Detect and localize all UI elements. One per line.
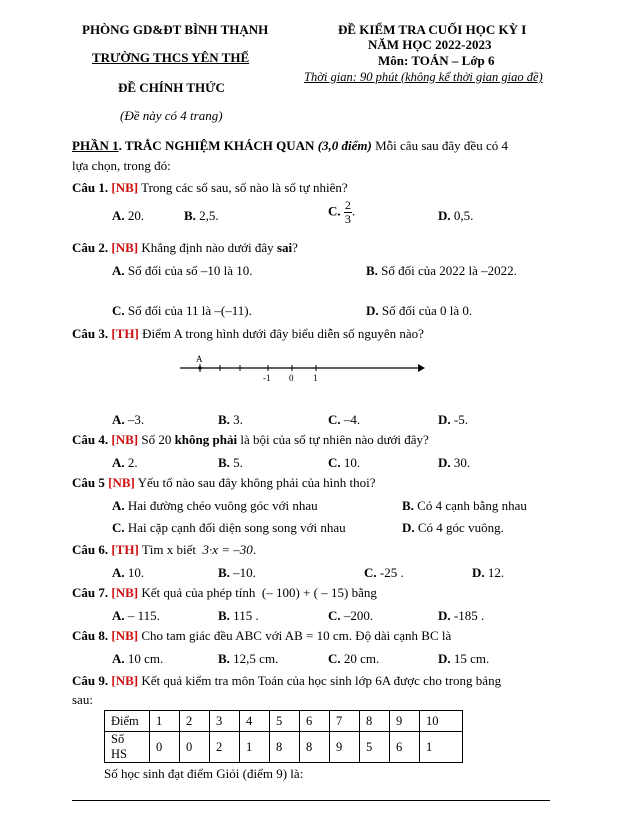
q6-option-b: B. –10. (218, 565, 256, 580)
question-text: Khẳng định nào dưới đây (141, 240, 274, 255)
table-cell: 5 (360, 732, 390, 763)
department-name: PHÒNG GD&ĐT BÌNH THẠNH (82, 22, 269, 37)
table-cell: 1 (150, 711, 180, 732)
tick-label-1: 1 (313, 373, 318, 383)
q2-option-d: D. Số đối của 0 là 0. (366, 303, 473, 318)
table-row-label: Số HS (105, 732, 150, 763)
question-7: Câu 7. [NB] Kết quả của phép tính (– 100) + ( – 15) bằng (72, 585, 377, 600)
table-cell: 2 (180, 711, 210, 732)
expression: (– 100) + ( – 15) (261, 585, 349, 600)
table-cell: 0 (180, 732, 210, 763)
question-label: Câu 8. (72, 628, 109, 643)
q4-option-c: C. 10. (328, 455, 361, 470)
level-tag: [NB] (111, 585, 139, 600)
table-row (105, 711, 463, 732)
pages-note: (Đề này có 4 trang) (120, 108, 223, 123)
question-label: Câu 1. (72, 180, 109, 195)
part1-heading (72, 138, 508, 154)
level-tag: [NB] (111, 628, 139, 643)
question-label: Câu 4. (72, 432, 109, 447)
q5-option-c: C. Hai cặp cạnh đối diện song song với nhau (112, 520, 346, 535)
tick-label-0: 0 (289, 373, 294, 383)
table-row-label: Điểm (105, 711, 150, 732)
level-tag: [NB] (108, 475, 135, 490)
q6-option-c: C. -25 . (364, 565, 404, 580)
q4-option-a: A. 2. (112, 455, 138, 470)
q2-option-b: B. Số đối của 2022 là –2022. (366, 263, 517, 278)
q2-option-c: C. Số đối của 11 là –(–11). (112, 303, 252, 318)
tick-label-minus-1: -1 (263, 373, 271, 383)
page-bottom-divider (72, 800, 550, 801)
question-9 (72, 673, 501, 689)
point-a-label: A (196, 354, 203, 364)
school-year: NĂM HỌC 2022-2023 (368, 37, 492, 52)
table-cell: 9 (330, 732, 360, 763)
level-tag: [TH] (111, 326, 139, 341)
question-6: Câu 6. [TH] Tìm x biết 3·x = –30. (72, 542, 257, 557)
table-cell: 2 (210, 732, 240, 763)
q8-option-c: C. 20 cm. (328, 651, 380, 666)
level-tag: [NB] (111, 180, 139, 195)
q5-option-b: B. Có 4 cạnh bằng nhau (402, 498, 527, 513)
q1-option-d: D. 0,5. (438, 208, 474, 223)
number-line (176, 352, 426, 386)
q5-option-a: A. Hai đường chéo vuông góc với nhau (112, 498, 318, 513)
q6-option-d: D. 12. (472, 565, 505, 580)
question-text: Cho tam giác đều ABC với AB = 10 cm. Độ dài cạnh BC là (141, 628, 452, 643)
question-4: Câu 4. [NB] Số 20 không phải là bội của số tự nhiên nào dưới đây? (72, 432, 429, 447)
question-label: Câu 7. (72, 585, 109, 600)
table-cell: 7 (330, 711, 360, 732)
q7-option-a: A. – 115. (112, 608, 160, 623)
table-cell: 1 (240, 732, 270, 763)
question-label: Câu 6. (72, 542, 109, 557)
level-tag: [NB] (111, 673, 139, 688)
q8-option-b: B. 12,5 cm. (218, 651, 279, 666)
question-label: Câu 5 (72, 475, 105, 490)
question-text: Yếu tố nào sau đây không phải của hình thoi? (137, 475, 376, 490)
q3-option-d: D. -5. (438, 412, 468, 427)
table-cell: 5 (270, 711, 300, 732)
question-label: Câu 2. (72, 240, 109, 255)
table-cell: 10 (420, 711, 463, 732)
school-name: TRƯỜNG THCS YÊN THẾ (92, 50, 250, 65)
q6-option-a: A. 10. (112, 565, 145, 580)
level-tag: [NB] (111, 432, 139, 447)
part1-title: PHẦN 1 (72, 138, 119, 153)
table-cell: 6 (390, 732, 420, 763)
part1-points: (3,0 điểm) (317, 138, 372, 153)
table-cell: 8 (270, 732, 300, 763)
subject: Môn: TOÁN – Lớp 6 (378, 53, 495, 68)
q7-option-c: C. –200. (328, 608, 374, 623)
question-label: Câu 3. (72, 326, 109, 341)
table-cell: 8 (360, 711, 390, 732)
q4-option-d: D. 30. (438, 455, 471, 470)
q4-option-b: B. 5. (218, 455, 243, 470)
fraction: $\frac{2}{3}$ (344, 198, 351, 226)
q5-option-d: D. Có 4 góc vuông. (402, 520, 504, 535)
question-1 (72, 180, 348, 196)
q1-option-a: A. 20. (112, 208, 145, 223)
question-text: Kết quả kiểm tra môn Toán của học sinh lớp 6A được cho trong bảng (141, 673, 502, 688)
q7-option-d: D. -185 . (438, 608, 485, 623)
q8-option-a: A. 10 cm. (112, 651, 164, 666)
score-table (104, 710, 463, 763)
table-cell: 3 (210, 711, 240, 732)
q3-option-a: A. –3. (112, 412, 145, 427)
part1-instruction: Mỗi câu sau đây đều có 4 (375, 138, 508, 153)
point-a-marker (198, 366, 202, 370)
part1-title-rest: . TRẮC NGHIỆM KHÁCH QUAN (118, 138, 315, 153)
table-cell: 0 (150, 732, 180, 763)
equation: 3·x = –30 (202, 542, 253, 557)
question-text: Điểm A trong hình dưới đây biểu diễn số nguyên nào? (142, 326, 424, 341)
exam-title: ĐỀ KIỂM TRA CUỐI HỌC KỲ I (338, 22, 527, 37)
question-8 (72, 628, 451, 644)
exam-time: Thời gian: 90 phút (không kể thời gian giao đề) (304, 70, 543, 84)
q3-option-c: C. –4. (328, 412, 361, 427)
table-cell: 6 (300, 711, 330, 732)
question-text: Trong các số sau, số nào là số tự nhiên? (141, 180, 348, 195)
question-label: Câu 9. (72, 673, 109, 688)
question-2: Câu 2. [NB] Khẳng định nào dưới đây sai? (72, 240, 298, 255)
q1-option-b: B. 2,5. (184, 208, 219, 223)
table-row (105, 732, 463, 763)
table-cell: 8 (300, 732, 330, 763)
part1-instruction-line2: lựa chọn, trong đó: (72, 158, 171, 173)
level-tag: [NB] (111, 240, 139, 255)
table-cell: 4 (240, 711, 270, 732)
table-cell: 9 (390, 711, 420, 732)
table-cell: 1 (420, 732, 463, 763)
question-3 (72, 326, 424, 342)
question-5 (72, 475, 376, 491)
q8-option-d: D. 15 cm. (438, 651, 490, 666)
level-tag: [TH] (111, 542, 139, 557)
q3-option-b: B. 3. (218, 412, 243, 427)
q2-option-a: A. Số đối của số –10 là 10. (112, 263, 253, 278)
q1-option-c: C. $\frac{2}{3}$ . (328, 198, 356, 226)
q7-option-b: B. 115 . (218, 608, 259, 623)
official-exam-label: ĐỀ CHÍNH THỨC (118, 80, 225, 95)
question-9-line2: sau: (72, 692, 93, 707)
question-9-followup: Số học sinh đạt điểm Giỏi (điểm 9) là: (104, 766, 304, 781)
